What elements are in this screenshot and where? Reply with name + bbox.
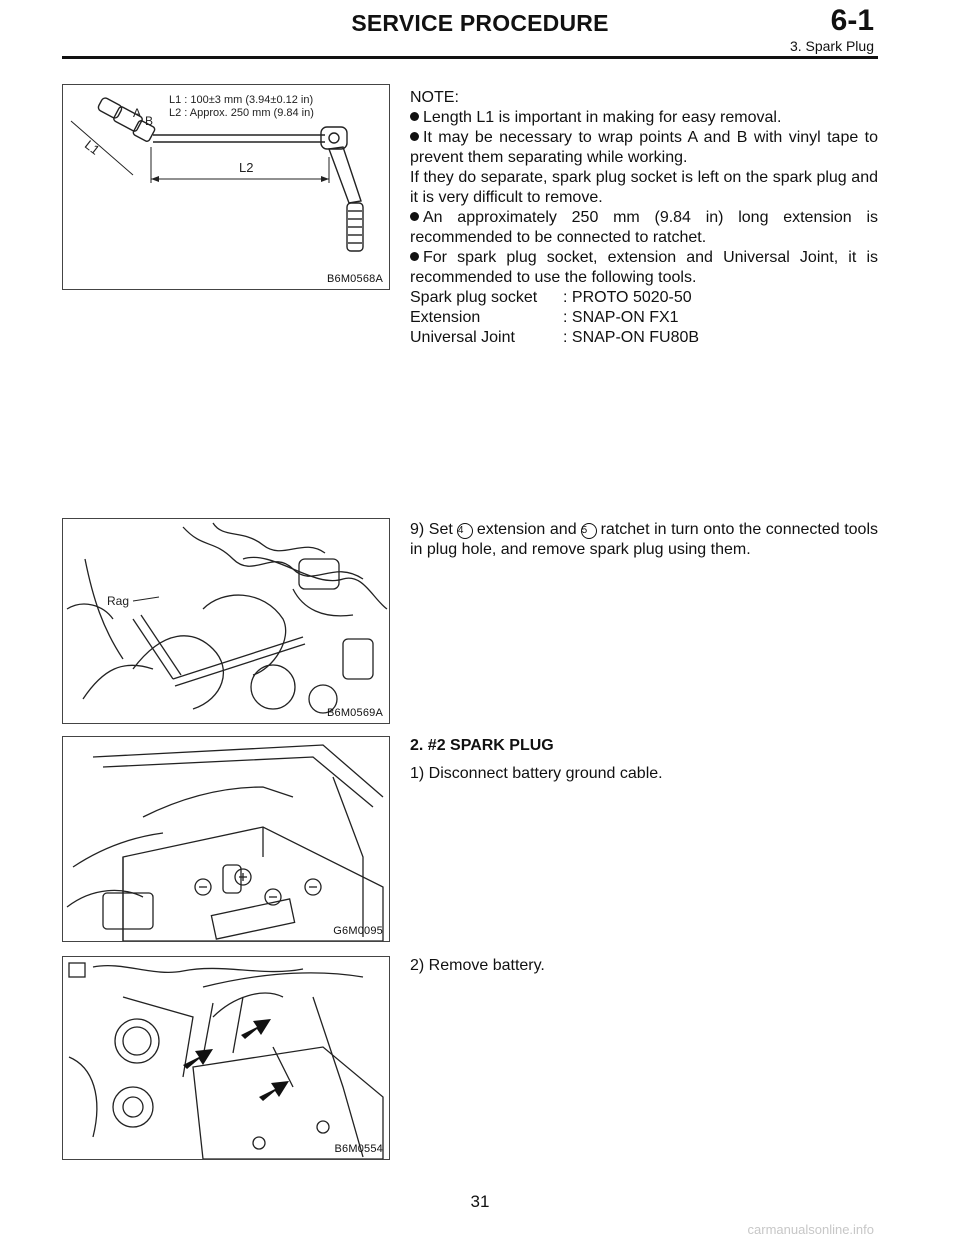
figure-ratchet-install	[62, 518, 390, 724]
tool-assembly-drawing	[63, 85, 389, 289]
figure-tool-assembly	[62, 84, 390, 290]
header-rule	[62, 56, 878, 59]
section-2-step-1: 1) Disconnect battery ground cable.	[410, 765, 663, 782]
arrow-icon	[259, 1081, 289, 1101]
l2-callout: L2	[239, 160, 254, 175]
bullet-icon	[410, 132, 419, 141]
section-2	[410, 736, 878, 784]
l2-spec-callout: L2 : Approx. 250 mm (9.84 in)	[169, 107, 314, 119]
point-a-callout: A	[133, 106, 142, 120]
l1-spec-callout: L1 : 100±3 mm (3.94±0.12 in)	[169, 94, 314, 106]
battery-removal-drawing	[63, 957, 389, 1159]
figure-code: B6M0554	[334, 1143, 383, 1155]
tool-name: Universal Joint	[410, 329, 515, 346]
subsection-title: 3. Spark Plug	[789, 38, 874, 54]
tool-name: Extension	[410, 309, 481, 326]
tool-value: : SNAP-ON FX1	[563, 309, 679, 326]
step-9: 9) Set 4 extension and 5 ratchet in turn onto the connected tools in plug hole, and remove spark plug using them.	[410, 521, 879, 558]
tool-value: : PROTO 5020-50	[563, 289, 692, 306]
ratchet-install-drawing	[63, 519, 389, 723]
page-number: 31	[470, 1192, 490, 1211]
l1-callout: L1	[81, 137, 103, 158]
note-heading: NOTE:	[410, 89, 459, 106]
tool-name: Spark plug socket	[410, 289, 538, 306]
figure-battery-cable	[62, 736, 390, 942]
tool-value: : SNAP-ON FU80B	[563, 329, 700, 346]
tool-row	[410, 308, 878, 328]
note-bullet: Length L1 is important in making for easy removal.	[410, 108, 878, 128]
battery-cable-drawing	[63, 737, 389, 941]
figure-code: B6M0568A	[326, 273, 383, 285]
page-title: SERVICE PROCEDURE	[351, 10, 609, 36]
bullet-icon	[410, 112, 419, 121]
note-bullet: For spark plug socket, extension and Universal Joint, it is recommended to use the following tools.	[410, 249, 878, 286]
figure-code: B6M0569A	[326, 707, 383, 719]
section-2-heading: 2. #2 SPARK PLUG	[410, 737, 554, 754]
tool-row	[410, 328, 878, 348]
watermark: carmanualsonline.info	[747, 1222, 874, 1237]
note-bullet: It may be necessary to wrap points A and B with vinyl tape to prevent them separating while working.	[410, 129, 878, 166]
note-text: If they do separate, spark plug socket is left on the spark plug and it is very difficult to remove.	[410, 169, 878, 206]
rag-callout: Rag	[107, 594, 130, 608]
figure-code: G6M0095	[333, 925, 383, 937]
bullet-icon	[410, 212, 419, 221]
point-b-callout: B	[145, 114, 154, 128]
section-2-step-2: 2) Remove battery.	[410, 957, 545, 974]
section-number: 6-1	[830, 4, 874, 37]
item-5-marker: 5	[581, 523, 597, 539]
note-bullet: An approximately 250 mm (9.84 in) long extension is recommended to be connected to ratchet.	[410, 209, 878, 246]
figure-battery-removal	[62, 956, 390, 1160]
item-4-marker: 4	[457, 523, 473, 539]
note-block	[410, 88, 878, 348]
bullet-icon	[410, 252, 419, 261]
arrow-icon	[241, 1019, 271, 1039]
tool-row	[410, 288, 878, 308]
